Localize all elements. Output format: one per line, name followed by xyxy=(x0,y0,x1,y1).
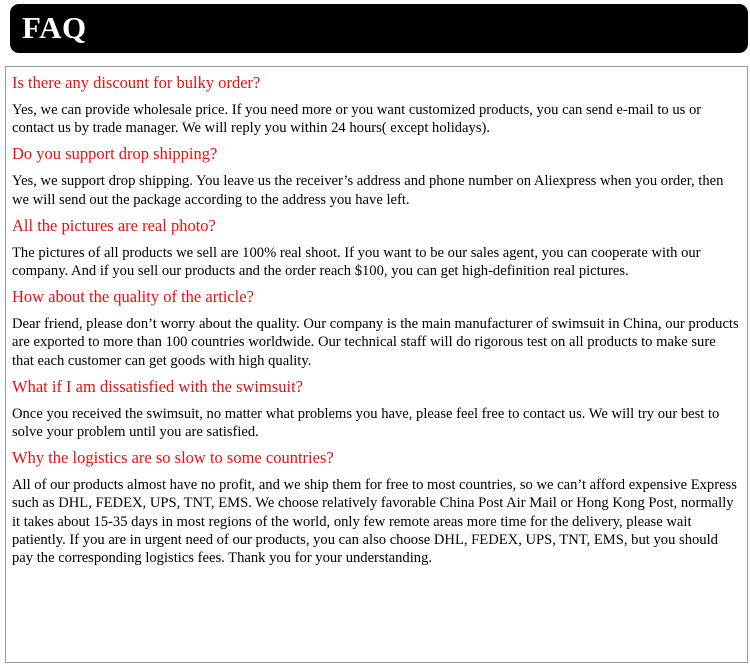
faq-answer: The pictures of all products we sell are 100% real shoot. If you want to be our sales agent, you can cooperate with our company. And if you sell our products and the order reach $100, you can get high-definition real pictures. xyxy=(12,244,701,280)
faq-item-quality xyxy=(12,286,741,370)
faq-question: What if I am dissatisfied with the swimsuit? xyxy=(12,376,303,396)
faq-question: How about the quality of the article? xyxy=(12,287,254,307)
faq-question: Is there any discount for bulky order? xyxy=(12,73,261,92)
faq-question: Why the logistics are so slow to some countries? xyxy=(12,448,334,468)
faq-item-logistics xyxy=(12,447,741,567)
faq-answer: Yes, we support drop shipping. You leave us the receiver’s address and phone number on Aliexpress when you order, then we will send out the package according to the address you have left. xyxy=(12,173,724,208)
faq-answer: Once you received the swimsuit, no matter what problems you have, please feel free to contact us. We will try our best to solve your problem until you are satisfied. xyxy=(12,405,720,441)
faq-answer: Dear friend, please don’t worry about the quality. Our company is the main manufacturer of swimsuit in China, our products are exported to more than 100 countries worldwide. Our technical staff will do rigorous test on all products to make sure that each customer can get goods with high quality. xyxy=(12,316,739,369)
faq-panel xyxy=(5,66,748,663)
faq-item-drop-shipping xyxy=(12,143,741,208)
faq-item-bulky-discount xyxy=(12,72,741,137)
faq-answer: All of our products almost have no profit, and we ship them for free to most countries, so we can’t afford expensive Express such as DHL, FEDEX, UPS, TNT, EMS. We choose relatively favorable China Post Air Mail or Hong Kong Post, normally it takes about 15-35 days in most regions of the world, only few remote areas more time for the delivery, please wait patiently. If you are in urgent need of our products, you can also choose DHL, FEDEX, UPS, TNT, EMS, but you should pay the corresponding logistics fees. Thank you for your understanding. xyxy=(12,477,737,567)
faq-item-real-photo xyxy=(12,215,741,280)
faq-answer: Yes, we can provide wholesale price. If you need more or you want customized products, you can send e-mail to us or contact us by trade manager. We will reply you within 24 hours( except holidays). xyxy=(12,102,702,137)
page-title: FAQ xyxy=(22,10,87,45)
faq-header-banner xyxy=(10,4,748,53)
faq-question: All the pictures are real photo? xyxy=(12,215,216,235)
faq-question: Do you support drop shipping? xyxy=(12,144,218,164)
faq-item-dissatisfied xyxy=(12,376,741,441)
